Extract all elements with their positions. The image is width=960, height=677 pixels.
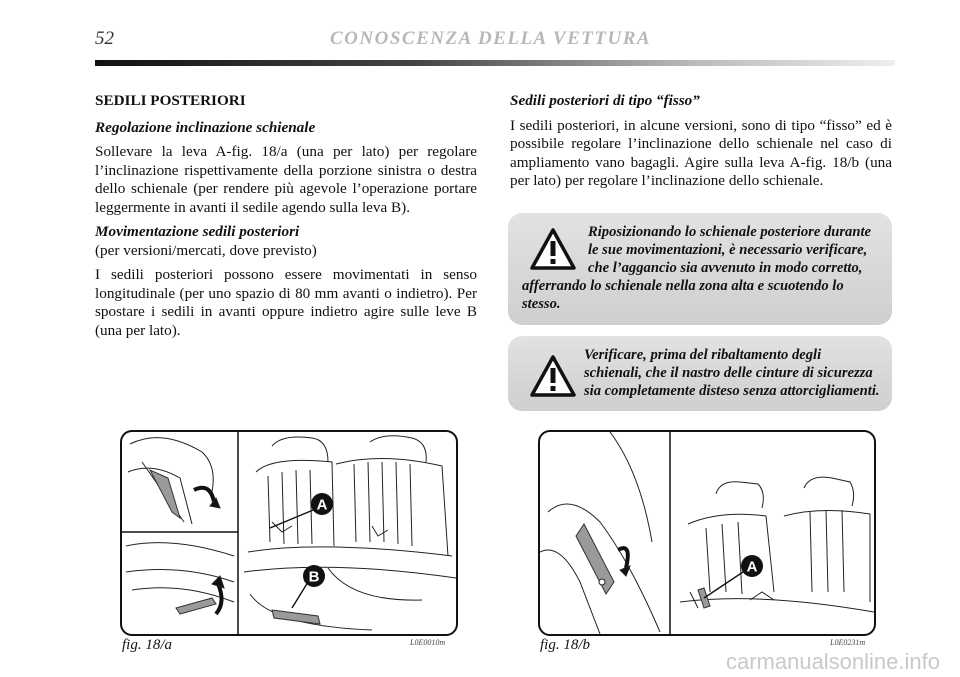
figure-18a-caption: fig. 18/a [122, 637, 173, 653]
page-header-title: CONOSCENZA DELLA VETTURA [330, 28, 652, 49]
warning-box-seatbelt [508, 336, 892, 411]
figure-18b-caption: fig. 18/b [540, 637, 591, 653]
figure-18a [120, 430, 458, 636]
figure-18a-code: L0E0010m [410, 638, 446, 647]
watermark: carmanualsonline.info [725, 649, 940, 674]
label-a-marker [311, 493, 333, 515]
figure-18b [538, 430, 876, 636]
warning-text-seatbelt: Verificare, prima del ribaltamento degli schienali, che il nastro delle cinture di sicurezza sia completamente disteso senza attorcigliamenti. [584, 347, 880, 399]
fixed-seats-text: I sedili posteriori, in alcune versioni, sono di tipo “fisso” ed è possibile regolare l’inclinazione dello schienale nel caso di ampliamento vano bagagli. Agire sulla leva A-fig. 18/b (una per lato) per regolare l’inclinazione dello schienale. [510, 116, 892, 189]
fixed-seats-title: Sedili posteriori di tipo “fisso” [510, 92, 700, 109]
warning-triangle-icon [530, 350, 576, 402]
figure-18b-code: L0E0231m [830, 638, 866, 647]
label-a: A [316, 496, 328, 514]
move-title: Movimentazione sedili posteriori [95, 223, 300, 240]
label-a-marker [741, 555, 763, 577]
warning-triangle-icon [530, 227, 576, 271]
figure-18a-illustration [122, 432, 456, 634]
recline-text: Sollevare la leva A-fig. 18/a (una per lato) per regolare l’inclinazione rispettivamente della porzione sinistra o destra dello schienale (per rendere più agevole l’operazione portare leggermente in avanti il sedile agendo sulla leva B). [95, 143, 477, 216]
figure-18b-illustration [540, 432, 874, 634]
left-column [95, 92, 477, 346]
section-title: SEDILI POSTERIORI [95, 92, 246, 109]
right-column [510, 92, 892, 197]
move-note: (per versioni/mercati, dove previsto) [95, 241, 317, 259]
page-number: 52 [95, 28, 114, 49]
label-a: A [746, 558, 758, 576]
move-text: I sedili posteriori possono essere movimentati in senso longitudinale (per uno spazio di 80 mm avanti o indietro). Per spostare i sedili in avanti oppure indietro agire sulle leve B (una per lato). [95, 266, 477, 339]
warning-box-reposition [508, 213, 892, 325]
label-b: B [308, 568, 320, 586]
label-b-marker [303, 565, 325, 587]
recline-title: Regolazione inclinazione schienale [95, 118, 316, 136]
warning-text-reposition: Riposizionando lo schienale posteriore durante le sue movimentazioni, è necessario verificare, che l’aggancio sia avvenuto in modo corretto, afferrando lo schienale nella zona alta e scuotendo lo stesso. [522, 224, 871, 312]
header-rule [95, 60, 895, 66]
